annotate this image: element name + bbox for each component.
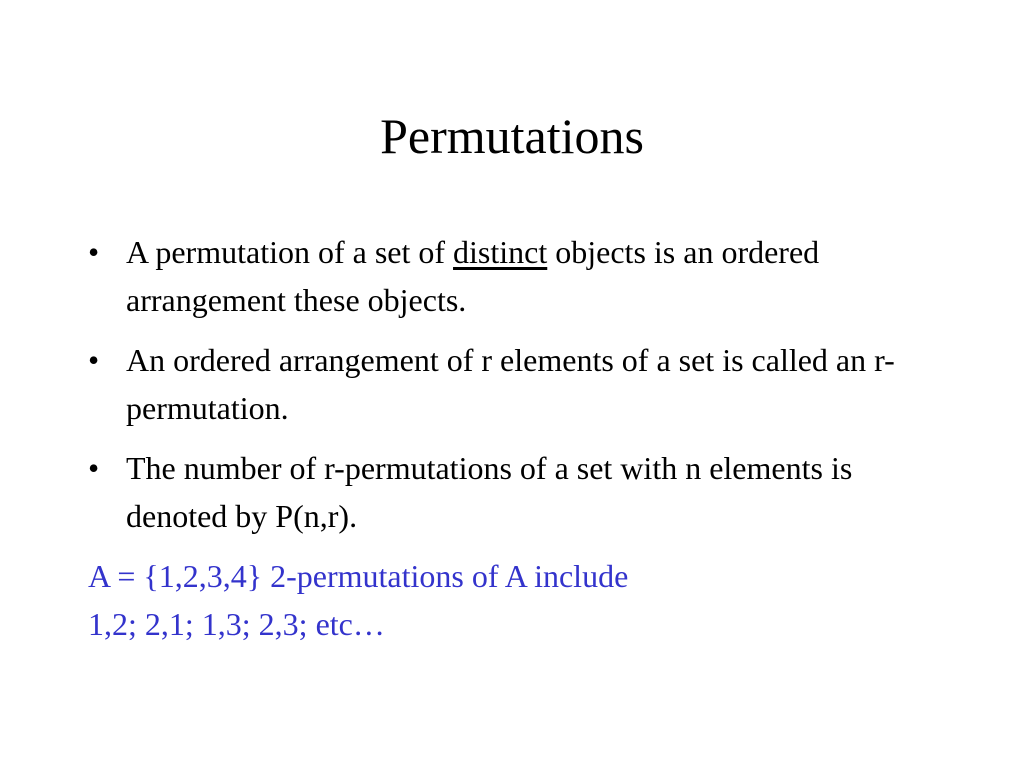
bullet-text-before: A permutation of a set of	[126, 234, 454, 270]
example-line-1: A = {1,2,3,4} 2-permutations of A include	[88, 558, 629, 594]
bullet-text: An ordered arrangement of r elements of a set is called an r-permutation.	[126, 342, 895, 426]
slide-title: Permutations	[380, 108, 644, 164]
example-line-2: 1,2; 2,1; 1,3; 2,3; etc…	[88, 606, 385, 642]
bullet-item-2	[88, 336, 938, 432]
slide-body	[88, 228, 938, 648]
bullet-marker: •	[88, 450, 100, 486]
bullet-item-1	[88, 228, 938, 324]
underlined-word: distinct	[453, 234, 548, 270]
bullet-item-3	[88, 444, 938, 540]
bullet-marker: •	[88, 342, 100, 378]
bullet-text: The number of r-permutations of a set with n elements is denoted by P(n,r).	[126, 450, 853, 534]
example-note	[88, 552, 938, 648]
bullet-marker: •	[88, 234, 100, 270]
bullet-text-after: objects is an ordered arrangement these objects.	[126, 234, 820, 318]
